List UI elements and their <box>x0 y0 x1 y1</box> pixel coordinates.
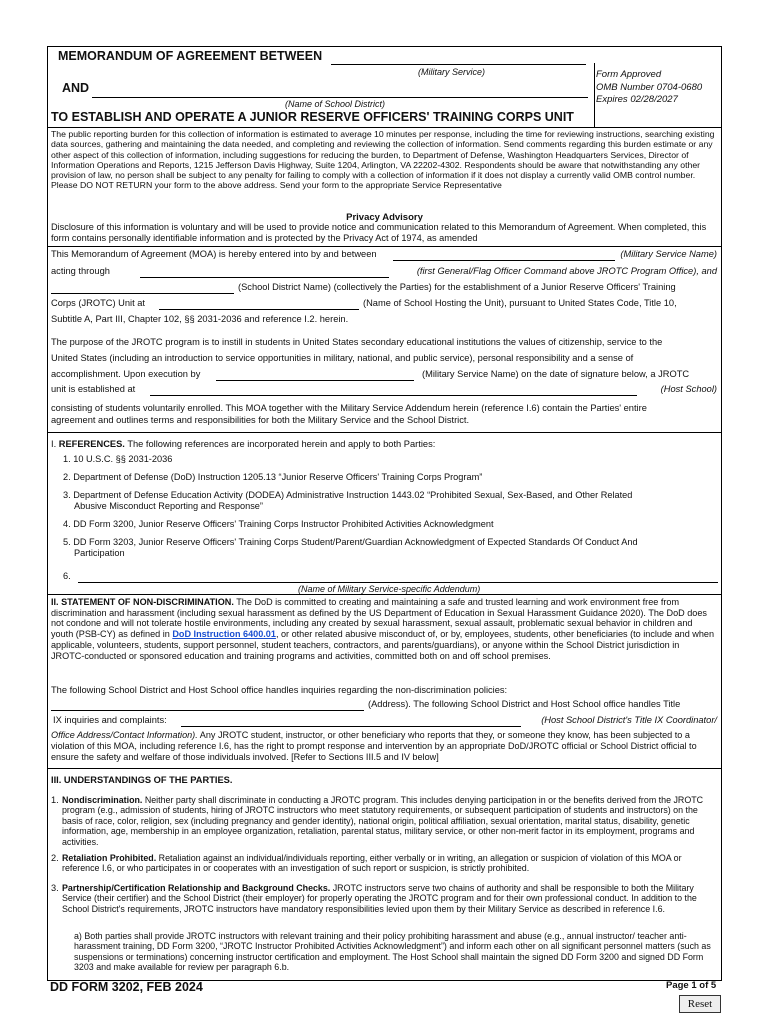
address-field[interactable] <box>51 699 364 711</box>
title-ix-label: IX inquiries and complaints: <box>53 715 167 725</box>
omb-info <box>596 69 702 107</box>
command-field[interactable] <box>140 266 389 278</box>
form-subtitle: TO ESTABLISH AND OPERATE A JUNIOR RESERVE OFFICERS' TRAINING CORPS UNIT <box>51 110 574 124</box>
heading-text: The following references are incorporated herein and apply to both Parties: <box>127 439 436 449</box>
burden-statement: The public reporting burden for this collection of information is estimated to average 10 minutes per response, including the time for reviewing instructions, searching existing data sources, gathering and maintaining the data needed, and completing and reviewing the collection of information. Send comments regarding this burden estimate or any other aspect of this collection of information, including suggestions for reducing the burden, to Department of Defense, Washington Headquarters Services, Director of Information Operations and Reports, 1215 Jefferson Davis Highway, Suite 1204, Arlington, VA 22202-4302. Respondents should be aware that notwithstanding any other provision of law, no person shall be subject to any penalty for failing to comply with a collection of information if it does not display a currently valid OMB control number. Please DO NOT RETURN your form to the above address. Send your form to the appropriate Service Representative <box>51 129 715 191</box>
military-service-field[interactable] <box>331 51 586 65</box>
address-text: (Address). The following School District and Host School office handles Title <box>368 699 681 709</box>
omb-expiry: Expires 02/28/2027 <box>596 94 678 105</box>
form-id: DD FORM 3202, FEB 2024 <box>50 980 203 994</box>
item-number: 3. <box>51 883 59 893</box>
reset-button[interactable]: Reset <box>679 995 721 1013</box>
addendum-field[interactable] <box>78 571 718 583</box>
title-ix-field[interactable] <box>181 715 521 727</box>
moa-caption-text: (first General/Flag Officer Command above JROTC Program Office), and <box>416 266 717 276</box>
moa-line: Subtitle A, Part III, Chapter 102, §§ 2031-2036 and reference I.2. herein. <box>51 314 349 324</box>
and-label: AND <box>62 81 90 95</box>
reference-item: 5. DD Form 3203, Junior Reserve Officers' Training Corps Student/Parent/Guardian Acknowledgment of Expected Standards Of Conduct And <box>63 537 638 547</box>
nondiscrimination-statement <box>51 597 715 661</box>
purpose-line: accomplishment. Upon execution by <box>51 369 201 379</box>
reference-item: 2. Department of Defense (DoD) Instruction 1205.13 “Junior Reserve Officers' Training Corps Program” <box>63 472 483 482</box>
understandings-heading: III. UNDERSTANDINGS OF THE PARTIES. <box>51 775 233 785</box>
executing-service-field[interactable] <box>216 369 414 381</box>
page-number: Page 1 of 5 <box>666 980 717 991</box>
military-service-caption: (Military Service) <box>418 67 486 77</box>
divider <box>48 432 721 433</box>
coordinator-caption-end: Office Address/Contact Information). <box>51 730 198 740</box>
moa-line: Corps (JROTC) Unit at <box>51 298 146 308</box>
item-text: Retaliation against an individual/individuals reporting, either verbally or in writing, an allegation or suspicion of violation of this MOA or reference I.6, or who participates in or cooperates with an investigation of such report or suspicion, is strictly prohibited. <box>62 853 682 874</box>
address-line <box>368 699 680 711</box>
reference-item: Abusive Misconduct Reporting and Response” <box>74 501 263 511</box>
item-heading: Nondiscrimination. <box>62 795 143 805</box>
subitem-a: a) Both parties shall provide JROTC instructors with relevant training and their policy prohibiting harassment and abuse (e.g., annual instructor/ teacher anti-harassment training, DD Form 3200, “JROTC Instructor Prohibited Activities Acknowledgment”) and inform each other on all significant personnel matters (such as suspensions or terminations) concerning instructor certification and employment. The Host School shall maintain the signed DD Form 3200 and signed DD Form 3203 and make available for review per paragraph 6.b. <box>74 931 711 973</box>
military-service-name-field[interactable] <box>393 249 615 261</box>
purpose-line: (Military Service Name) on the date of signature below, a JROTC <box>422 369 690 379</box>
moa-line: (School District Name) (collectively the Parties) for the establishment of a Junior Reserve Officers' Training <box>238 282 676 292</box>
heading-num: I. <box>51 439 57 449</box>
item-heading: Partnership/Certification Relationship and Background Checks. <box>62 883 331 893</box>
host-school-name-field[interactable] <box>150 384 637 396</box>
memorandum-form <box>47 46 722 981</box>
school-district-caption: (Name of School District) <box>285 99 386 109</box>
moa-caption: (Military Service Name) <box>620 249 717 259</box>
purpose-line: agreement and outlines terms and responsibilities for both the Military Service and the School District. <box>51 415 470 425</box>
school-district-field[interactable] <box>92 85 588 98</box>
item-text: Neither party shall discriminate in conducting a JROTC program. This includes denying participation in or the benefits derived from the JROTC program (e.g., admission of students, hiring of JROTC instructors who meet statutory requirements, or subsequent participation of students and instructors) on the basis of race, color, religion, sex (including pregnancy and gender identity), national origin, political affiliation, sexual orientation, marital status, disability, genetic information, age, membership in an employee organization, retaliation, parental status, military service, or other non-merit factor in its employment, programs and activities. <box>62 795 704 847</box>
privacy-title: Privacy Advisory <box>346 212 423 223</box>
divider <box>48 594 721 595</box>
nondiscrimination-text: , or other related abusive misconduct of, or by, employees, students, other beneficiaries (to include and when applicable, volunteers, students, support personnel, student teachers, contractors, and parents/guardians), or anyone within the School District jurisdiction in JROTC-conducted or sponsored education and training programs and activities, committed both on and off school premises. <box>51 629 715 661</box>
moa-line: (Name of School Hosting the Unit), pursuant to United States Code, Title 10, <box>363 298 677 308</box>
reference-item: 4. DD Form 3200, Junior Reserve Officers' Training Corps Instructor Prohibited Activities Acknowledgment <box>63 519 494 529</box>
understanding-item <box>62 883 715 914</box>
purpose-line: United States (including an introduction to service opportunities in military, national, and public service), personal responsibility and a sense of <box>51 353 634 363</box>
divider <box>48 246 721 247</box>
item-heading: Retaliation Prohibited. <box>62 853 157 863</box>
reference-item: 6. <box>63 571 71 581</box>
purpose-line: consisting of students voluntarily enrolled. This MOA together with the Military Service Addendum herein (reference I.6) contain the Parties' entire <box>51 403 647 413</box>
privacy-text: Disclosure of this information is voluntary and will be used to provide notice and communication related to this Memorandum of Agreement. When completed, this form contains personally identifiable information and is protected by the Privacy Act of 1974, as amended <box>51 222 707 244</box>
divider <box>48 127 721 128</box>
school-district-name-field[interactable] <box>51 282 234 294</box>
reference-item: 3. Department of Defense Education Activity (DODEA) Administrative Instruction 1443.02 “Prohibited Sexual, Sex-Based, and Other Related <box>63 490 633 500</box>
rights-text: Any JROTC student, instructor, or other beneficiary who reports that they, or someone they know, has been subjected to a violation of this MOA, including reference I.6, has the right to prompt response and intervention by an appropriate DoD/JROTC official or School District official to ensure the safety and welfare of those individuals involved. [Refer to Sections III.5 and IV below] <box>51 730 697 762</box>
moa-line: acting through <box>51 266 110 276</box>
omb-number: OMB Number 0704-0680 <box>596 81 703 93</box>
nondiscrimination-text: The DoD is committed to creating and maintaining a safe and trusted learning and work environment free from discrimination and harassment (including sexual harassment as defined by the US Department of Education in Sexual Harassment Guidance 2020). The DoD does not condone and will not tolerate hostile environments, including any created by sexual harassment, sexual assault, problematic sexual behavior in children and youth (PSB-CY) as defined in <box>51 597 707 640</box>
dodi-link[interactable]: DoD Instruction 6400.01 <box>172 629 276 640</box>
purpose-caption: (Host School) <box>660 384 717 394</box>
addendum-caption: (Name of Military Service-specific Addendum) <box>298 584 481 594</box>
understanding-item <box>62 853 715 874</box>
heading-label: REFERENCES. <box>58 439 125 449</box>
references-heading <box>51 439 435 451</box>
nondiscrimination-text: The following School District and Host School office handles inquiries regarding the non-discrimination policies: <box>51 685 508 695</box>
coordinator-caption: (Host School District's Title IX Coordinator/ <box>541 715 717 725</box>
moa-line: This Memorandum of Agreement (MOA) is hereby entered into by and between <box>51 249 377 259</box>
item-text: JROTC instructors serve two chains of authority and shall be responsible to both the Military Service (their certifier) and the School District (their employer) for properly operating the JROTC program and for their own professional conduct. In addition to the School District's requirements, JROTC instructors have mandatory responsibilities levied upon them by their Military Service as described in reference I.6. <box>62 883 697 914</box>
nondiscrimination-rights <box>51 730 715 763</box>
host-school-field[interactable] <box>159 298 359 310</box>
purpose-line: The purpose of the JROTC program is to instill in students in United States secondary educational institutions the values of citizenship, service to the <box>51 337 663 347</box>
item-number: 1. <box>51 795 59 805</box>
reference-item: Participation <box>74 548 125 558</box>
form-title: MEMORANDUM OF AGREEMENT BETWEEN <box>58 49 323 63</box>
item-number: 2. <box>51 853 59 863</box>
nondiscrimination-heading: II. STATEMENT OF NON-DISCRIMINATION. <box>51 597 234 607</box>
divider <box>48 768 721 769</box>
understanding-item <box>62 795 715 847</box>
reference-item: 1. 10 U.S.C. §§ 2031-2036 <box>63 454 173 464</box>
omb-approved: Form Approved <box>596 69 662 80</box>
purpose-line: unit is established at <box>51 384 136 394</box>
moa-caption <box>417 266 717 278</box>
